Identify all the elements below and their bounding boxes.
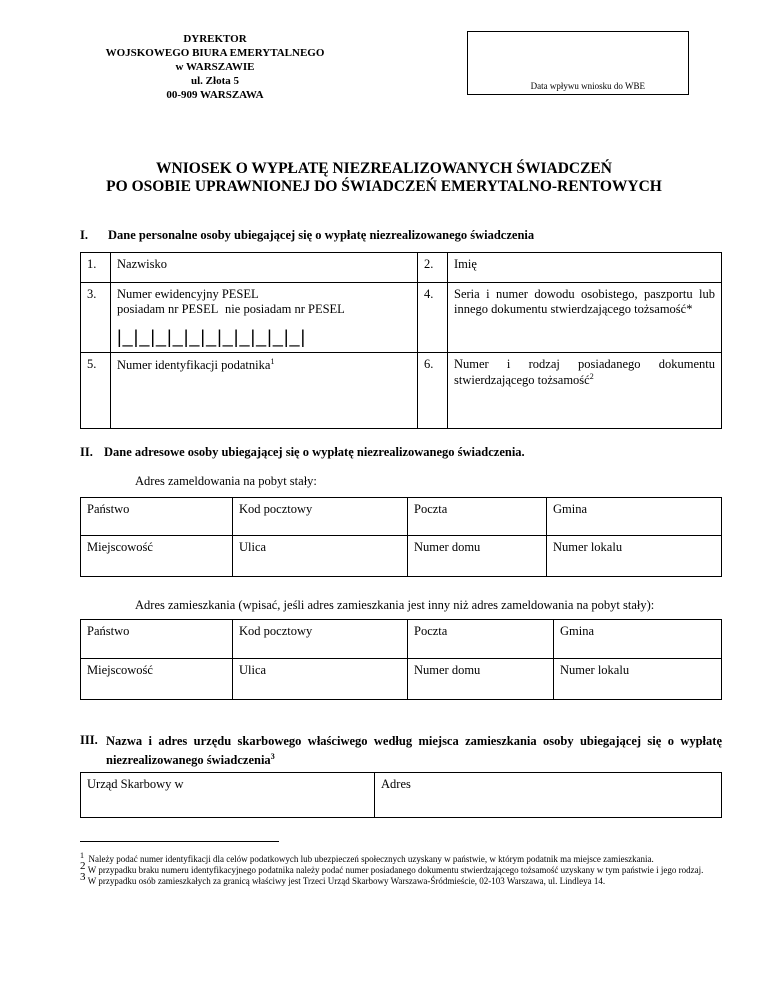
addressee-block [80, 32, 350, 102]
document-number-field[interactable] [448, 353, 722, 429]
section-1-title: Dane personalne osoby ubiegającej się o wypłatę niezrealizowanego świadczenia [108, 228, 535, 242]
registered-address-label: Adres zameldowania na pobyt stały: [135, 474, 317, 488]
street-label: Ulica [239, 663, 267, 677]
apartment-number-label: Numer lokalu [560, 663, 630, 677]
form-title [0, 160, 768, 196]
section-2-title: Dane adresowe osoby ubiegającej się o wypłatę niezrealizowanego świadczenia. [104, 445, 525, 459]
apartment-number-field[interactable] [554, 659, 722, 700]
field-num: 1. [81, 253, 111, 283]
locality-field[interactable] [81, 536, 233, 577]
postal-code-field[interactable] [233, 620, 408, 659]
footnote-ref: 2 [589, 372, 594, 381]
footnote [80, 850, 722, 865]
tax-id-field[interactable] [111, 353, 418, 429]
house-number-field[interactable] [408, 536, 547, 577]
section-3-title-line-2: niezrealizowanego świadczenia [106, 753, 271, 768]
first-name-field[interactable] [448, 253, 722, 283]
id-document-field[interactable] [448, 283, 722, 353]
postal-code-label: Kod pocztowy [239, 624, 313, 638]
street-label: Ulica [239, 540, 267, 554]
pesel-no-option: nie posiadam nr PESEL [225, 302, 345, 316]
street-field[interactable] [233, 536, 408, 577]
tax-office-address-label: Adres [381, 777, 411, 791]
addressee-line: w WARSZAWIE [175, 61, 255, 73]
footnote-number: 3 [80, 871, 86, 883]
footnote [80, 871, 722, 887]
pesel-yes-option: posiadam nr PESEL [117, 302, 218, 316]
field-num: 6. [418, 353, 448, 429]
tax-office-name-field[interactable] [81, 773, 375, 818]
house-number-label: Numer domu [414, 540, 481, 554]
pesel-field[interactable] [111, 283, 418, 353]
registered-address-table [80, 497, 722, 577]
municipality-field[interactable] [547, 498, 722, 536]
residence-address-table [80, 619, 722, 700]
post-office-label: Poczta [414, 624, 448, 638]
title-line-1: WNIOSEK O WYPŁATĘ NIEZREALIZOWANYCH ŚWIADCZEŃ [156, 160, 612, 177]
municipality-field[interactable] [554, 620, 722, 659]
personal-data-table [80, 252, 722, 429]
locality-label: Miejscowość [87, 663, 153, 677]
receipt-date-box[interactable] [467, 31, 689, 95]
postal-code-field[interactable] [233, 498, 408, 536]
tax-office-table [80, 772, 722, 818]
section-2-roman: II. [80, 445, 93, 459]
municipality-label: Gmina [560, 624, 595, 638]
country-label: Państwo [87, 502, 130, 516]
addressee-line: ul. Złota 5 [191, 75, 239, 87]
addressee-line: DYREKTOR [183, 33, 247, 45]
locality-field[interactable] [81, 659, 233, 700]
footnote-ref: 1 [270, 357, 275, 366]
section-1-roman: I. [80, 228, 88, 242]
post-office-label: Poczta [414, 502, 448, 516]
house-number-label: Numer domu [414, 663, 481, 677]
country-label: Państwo [87, 624, 130, 638]
first-name-label: Imię [454, 257, 477, 271]
tax-id-label: Numer identyfikacji podatnika [117, 358, 271, 373]
footnote-ref: 3 [270, 752, 275, 761]
id-document-label: Seria i numer dowodu osobistego, paszportu lub innego dokumentu stwierdzającego tożsamość* [454, 287, 715, 316]
field-num: 2. [418, 253, 448, 283]
footnote-text: W przypadku braku numeru identyfikacyjnego podatnika należy podać numer posiadanego dokumentu stwierdzającego tożsamość uzyskany w tym państwie i jego rodzaj. [87, 865, 704, 875]
footnote [80, 860, 722, 876]
title-line-2: PO OSOBIE UPRAWNIONEJ DO ŚWIADCZEŃ EMERYTALNO-RENTOWYCH [106, 178, 662, 195]
pesel-digit-boxes[interactable]: |_|_|_|_|_|_|_|_|_|_|_| [117, 327, 307, 347]
section-3-roman: III. [80, 733, 98, 747]
footnote-text: W przypadku osób zamieszkałych za granicą właściwy jest Trzeci Urząd Skarbowy Warszawa-Śródmieście, 02-103 Warszawa, ul. Lindleya 14. [87, 876, 606, 886]
field-num: 4. [418, 283, 448, 353]
surname-field[interactable] [111, 253, 418, 283]
footnote-number: 1 [80, 851, 84, 860]
receipt-date-label: Data wpływu wniosku do WBE [530, 81, 645, 91]
apartment-number-field[interactable] [547, 536, 722, 577]
municipality-label: Gmina [553, 502, 588, 516]
field-num: 5. [81, 353, 111, 429]
document-number-label: Numer i rodzaj posiadanego dokumentu stwierdzającego tożsamość [454, 357, 715, 388]
residence-address-label: Adres zamieszkania (wpisać, jeśli adres zamieszkania jest inny niż adres zameldowania na pobyt stały): [135, 598, 655, 612]
section-3-title [106, 733, 722, 768]
footnote-number: 2 [80, 860, 86, 872]
footnotes [80, 850, 722, 887]
street-field[interactable] [233, 659, 408, 700]
country-field[interactable] [81, 498, 233, 536]
post-office-field[interactable] [408, 620, 554, 659]
tax-office-label: Urząd Skarbowy w [87, 777, 184, 791]
apartment-number-label: Numer lokalu [553, 540, 623, 554]
post-office-field[interactable] [408, 498, 547, 536]
section-3-title-line-1: Nazwa i adres urzędu skarbowego właściwego według miejsca zamieszkania osoby ubiegającej się o wypłatę [106, 734, 722, 748]
postal-code-label: Kod pocztowy [239, 502, 313, 516]
locality-label: Miejscowość [87, 540, 153, 554]
footnote-divider [80, 841, 279, 842]
country-field[interactable] [81, 620, 233, 659]
surname-label: Nazwisko [117, 257, 167, 271]
footnote-text: Należy podać numer identyfikacji dla celów podatkowych lub ubezpieczeń społecznych uzyskany w państwie, w którym podatnik ma miejsce zamieszkania. [88, 854, 654, 864]
field-num: 3. [81, 283, 111, 353]
pesel-label: Numer ewidencyjny PESEL [117, 287, 259, 301]
addressee-line: WOJSKOWEGO BIURA EMERYTALNEGO [105, 47, 325, 59]
house-number-field[interactable] [408, 659, 554, 700]
addressee-line: 00-909 WARSZAWA [166, 89, 264, 101]
tax-office-address-field[interactable] [375, 773, 722, 818]
